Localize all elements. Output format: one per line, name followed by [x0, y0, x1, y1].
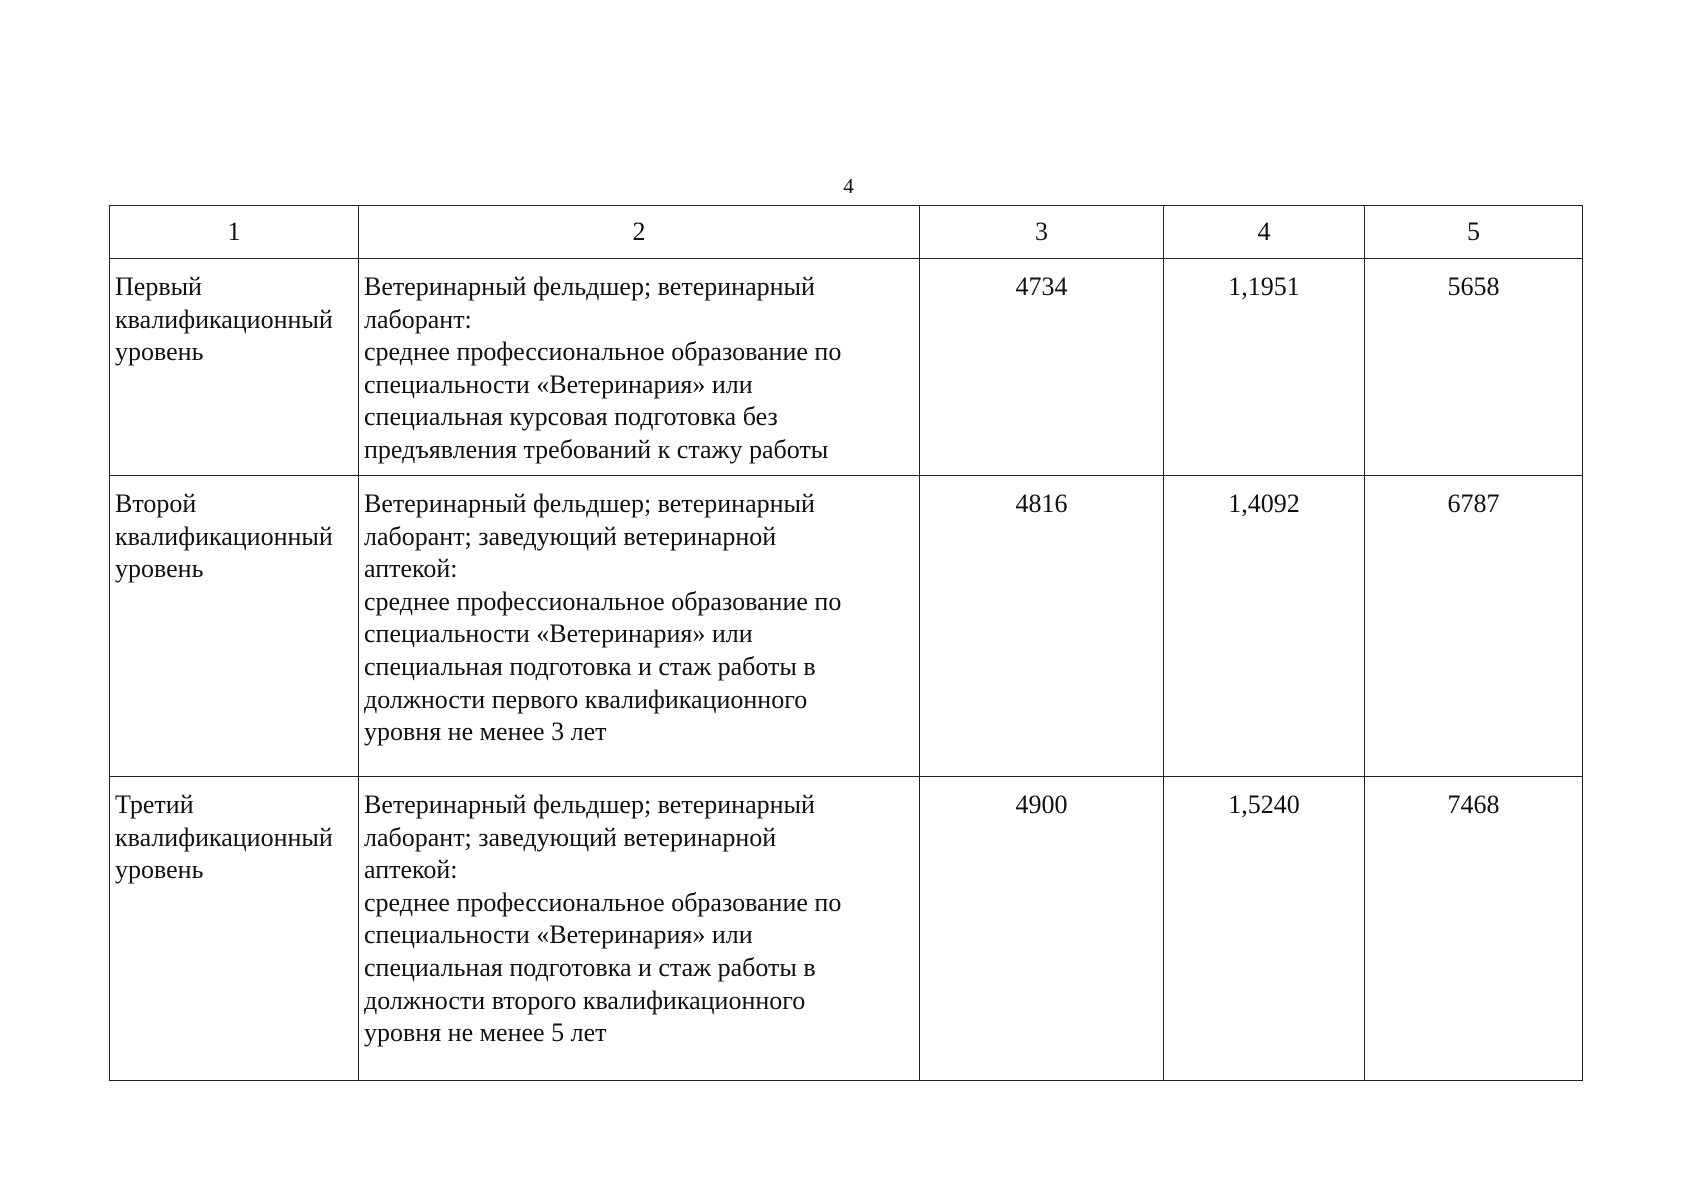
col3-value: 4900	[1015, 790, 1068, 819]
description-line: лаборант:	[364, 304, 472, 334]
description-line: Ветеринарный фельдшер; ветеринарный	[364, 272, 815, 301]
col3-cell	[920, 259, 1164, 476]
description-cell	[359, 777, 920, 1081]
col4-cell	[1164, 777, 1365, 1081]
level-text-line: уровень	[115, 554, 204, 584]
level-text-line: Второй	[115, 489, 197, 518]
level-cell	[110, 476, 359, 777]
description-line: специальная подготовка и стаж работы в	[364, 651, 816, 681]
col5-value: 6787	[1447, 489, 1500, 518]
level-text-line: квалификационный	[115, 822, 333, 852]
description-line: лаборант; заведующий ветеринарной	[364, 822, 777, 852]
description-line: предъявления требований к стажу работы	[364, 434, 829, 464]
level-cell	[110, 259, 359, 476]
level-text-line: квалификационный	[115, 304, 333, 334]
header-cell-1: 1	[110, 206, 359, 259]
col4-value: 1,5240	[1228, 790, 1300, 819]
col4-cell	[1164, 476, 1365, 777]
description-line: среднее профессиональное образование по	[364, 887, 842, 917]
description-line: специальности «Ветеринария» или	[364, 920, 753, 950]
qualification-table	[109, 205, 1583, 1081]
description-line: уровня не менее 3 лет	[364, 717, 607, 747]
level-text-line: Первый	[115, 272, 202, 301]
description-line: должности второго квалификационного	[364, 985, 806, 1015]
level-text-line: уровень	[115, 337, 204, 367]
col4-cell	[1164, 259, 1365, 476]
description-cell	[359, 476, 920, 777]
level-cell	[110, 777, 359, 1081]
description-line: аптекой:	[364, 855, 458, 885]
table-row	[110, 777, 1583, 1081]
description-line: Ветеринарный фельдшер; ветеринарный	[364, 489, 815, 518]
col5-cell	[1365, 259, 1583, 476]
col4-value: 1,4092	[1228, 489, 1300, 518]
level-text-line: уровень	[115, 855, 204, 885]
level-text-line: квалификационный	[115, 521, 333, 551]
header-cell-4: 4	[1164, 206, 1365, 259]
level-text-line: Третий	[115, 790, 194, 819]
table-row	[110, 259, 1583, 476]
description-line: специальная курсовая подготовка без	[364, 402, 778, 432]
col3-value: 4734	[1015, 272, 1068, 301]
col5-cell	[1365, 777, 1583, 1081]
description-line: среднее профессиональное образование по	[364, 337, 842, 367]
description-cell	[359, 259, 920, 476]
col3-value: 4816	[1015, 489, 1068, 518]
page-number: 4	[843, 174, 854, 198]
description-line: специальная подготовка и стаж работы в	[364, 952, 816, 982]
col5-value: 7468	[1447, 790, 1500, 819]
col3-cell	[920, 476, 1164, 777]
description-line: специальности «Ветеринария» или	[364, 619, 753, 649]
col5-cell	[1365, 476, 1583, 777]
header-cell-2: 2	[359, 206, 920, 259]
table-row	[110, 476, 1583, 777]
description-line: лаборант; заведующий ветеринарной	[364, 521, 777, 551]
col3-cell	[920, 777, 1164, 1081]
description-line: Ветеринарный фельдшер; ветеринарный	[364, 790, 815, 819]
header-cell-5: 5	[1365, 206, 1583, 259]
description-line: специальности «Ветеринария» или	[364, 369, 753, 399]
description-line: среднее профессиональное образование по	[364, 586, 842, 616]
header-cell-3: 3	[920, 206, 1164, 259]
table-header-row	[110, 206, 1583, 259]
description-line: аптекой:	[364, 554, 458, 584]
description-line: должности первого квалификационного	[364, 684, 808, 714]
col4-value: 1,1951	[1228, 272, 1300, 301]
col5-value: 5658	[1447, 272, 1500, 301]
description-line: уровня не менее 5 лет	[364, 1018, 607, 1048]
